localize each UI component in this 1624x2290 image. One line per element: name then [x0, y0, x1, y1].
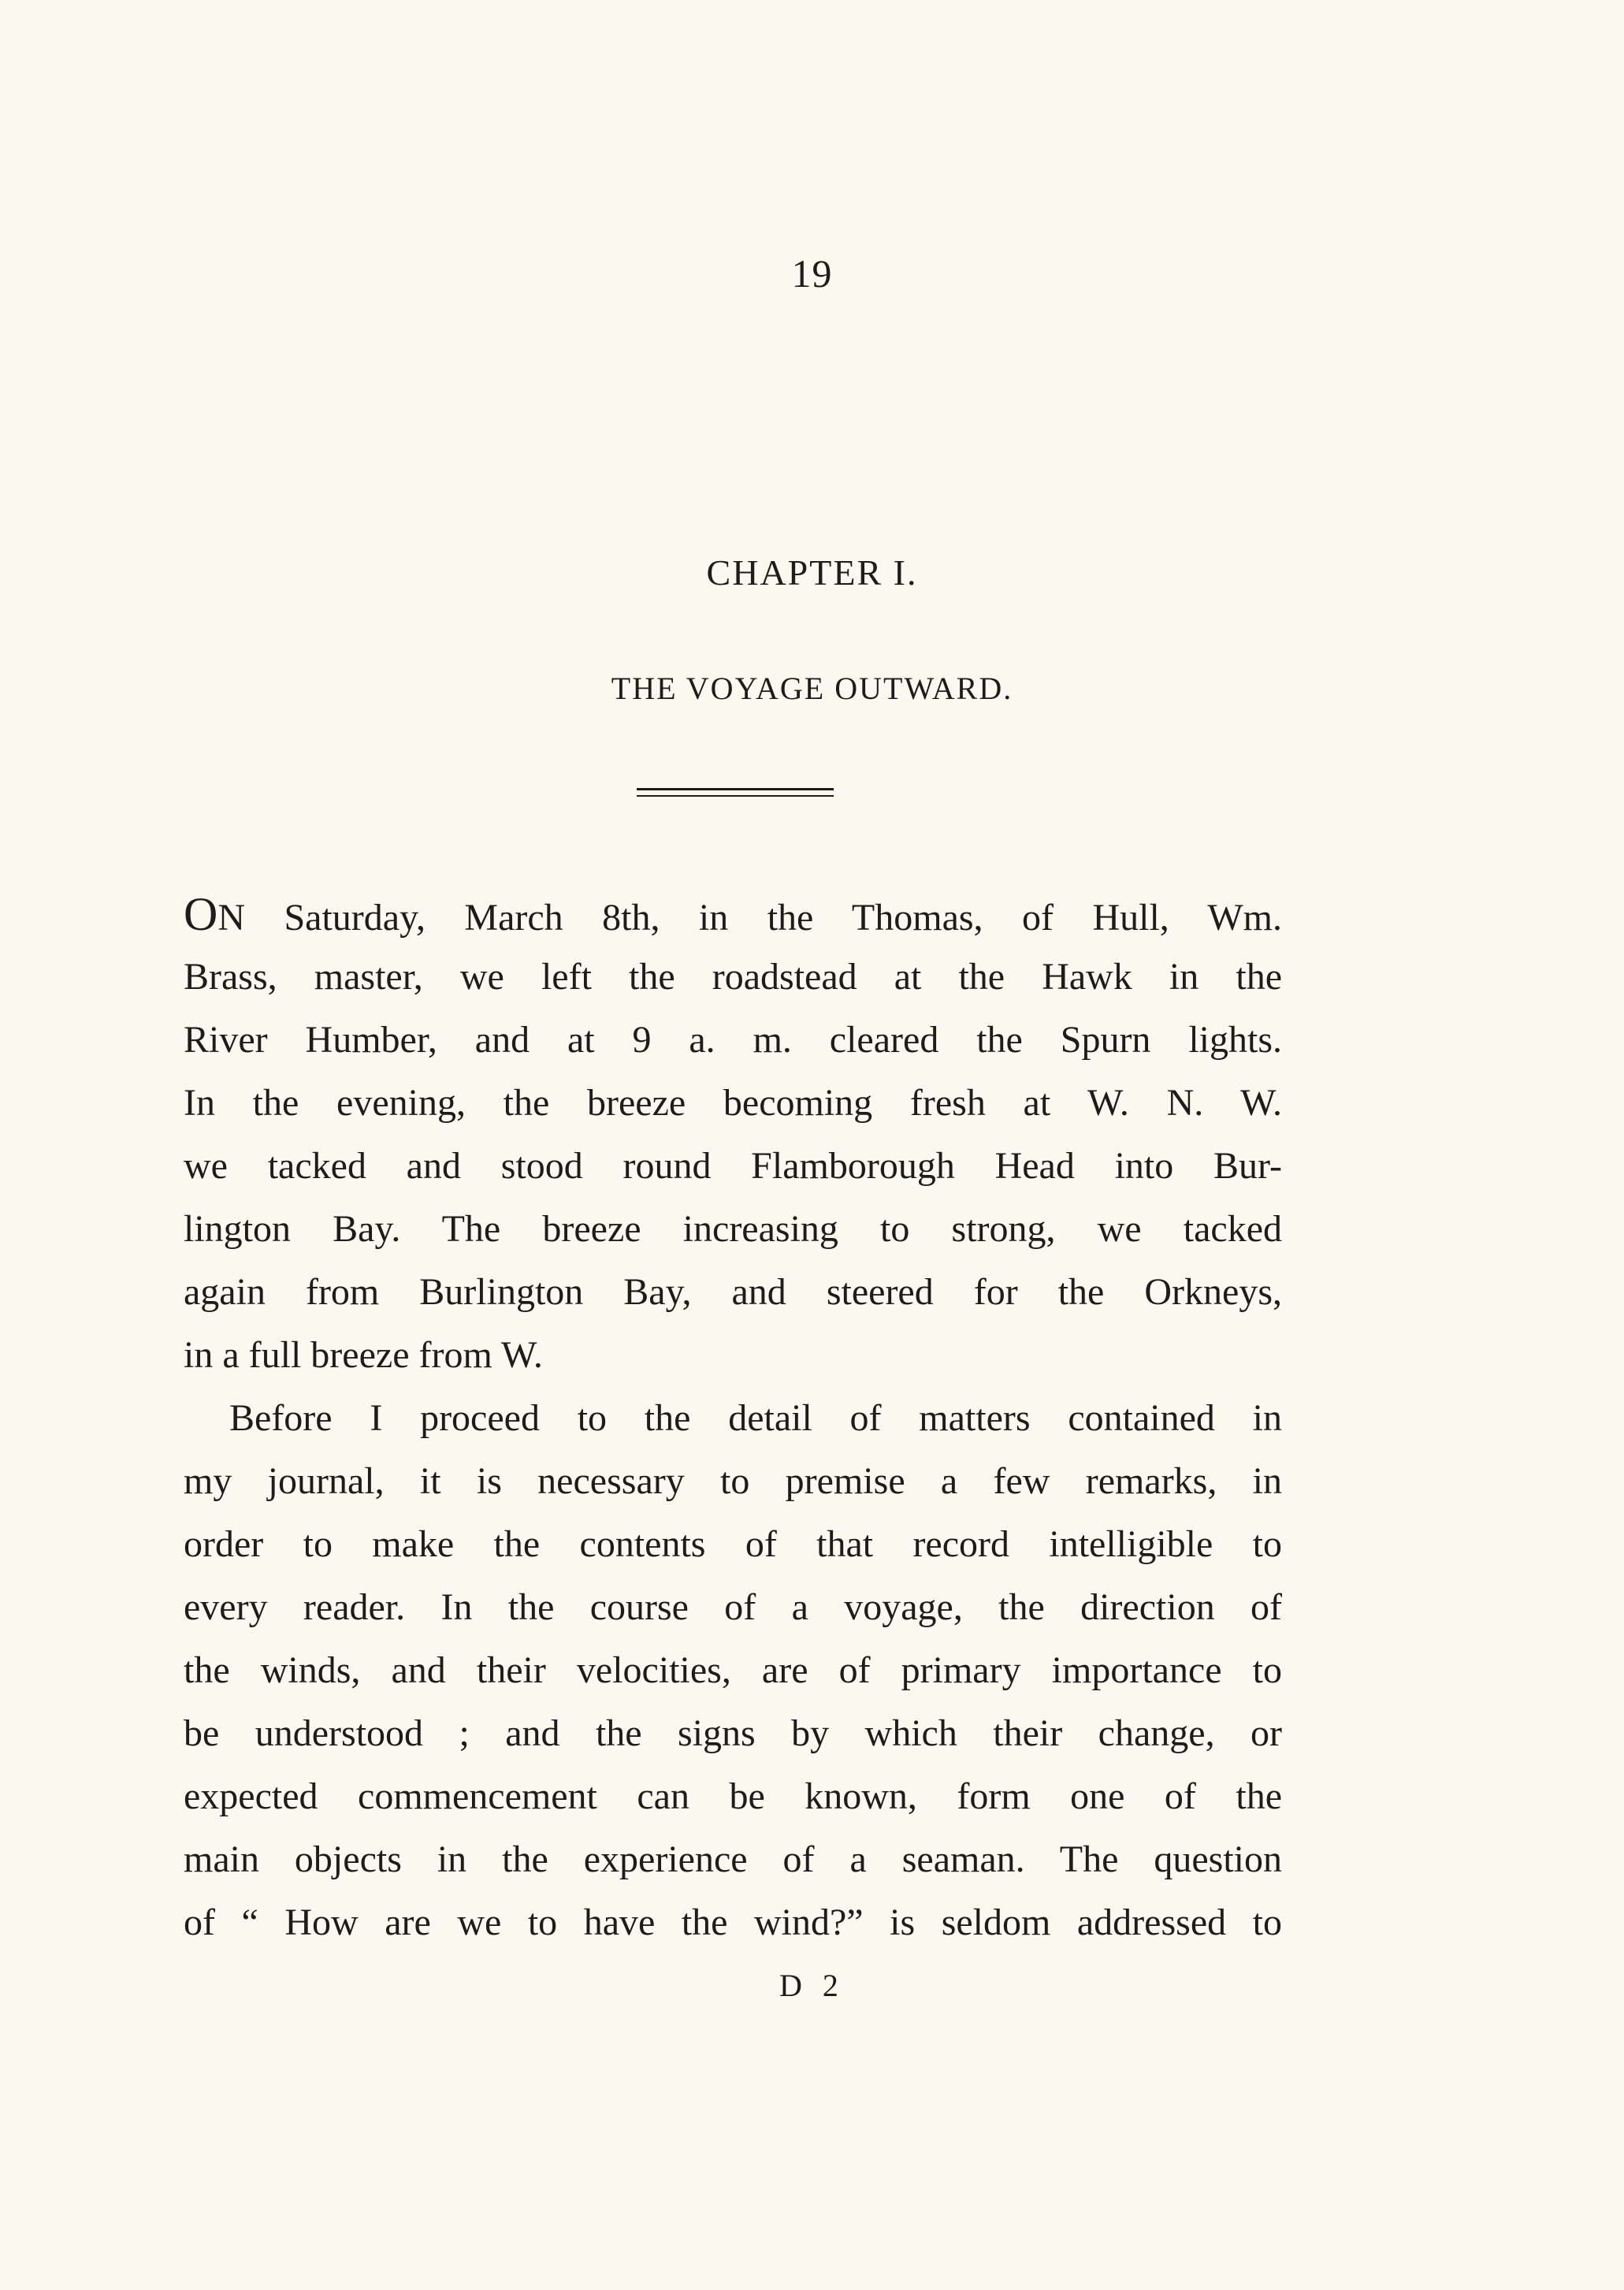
- ornamental-rule: [637, 788, 834, 799]
- text-line: lington Bay. The breeze increasing to strong, we tacked: [184, 1208, 1282, 1250]
- text-line-first: [184, 883, 1282, 946]
- text-line: every reader. In the course of a voyage, the direction of: [184, 1586, 1282, 1628]
- text-line: order to make the contents of that record intelligible to: [184, 1523, 1282, 1565]
- text-line-paragraph-end: in a full breeze from W.: [184, 1334, 543, 1376]
- chapter-title: CHAPTER I.: [706, 552, 918, 593]
- body-text: [184, 883, 1282, 1954]
- text-line-paragraph-start: Before I proceed to the detail of matters contained in: [229, 1397, 1282, 1439]
- chapter-heading: THE VOYAGE OUTWARD.: [611, 671, 1013, 706]
- text-line: again from Burlington Bay, and steered for the Orkneys,: [184, 1271, 1282, 1313]
- rule-line-top: [637, 788, 834, 790]
- page-number: 19: [791, 251, 833, 296]
- text-line: expected commencement can be known, form one of the: [184, 1775, 1282, 1817]
- text-line: of “ How are we to have the wind?” is seldom addressed to: [184, 1902, 1282, 1943]
- text-line: be understood ; and the signs by which their change, or: [184, 1712, 1282, 1754]
- text-line: main objects in the experience of a seaman. The question: [184, 1838, 1282, 1880]
- text-line: River Humber, and at 9 a. m. cleared the Spurn lights.: [184, 1019, 1282, 1061]
- text-line: we tacked and stood round Flamborough Head into Bur-: [184, 1145, 1282, 1187]
- rule-line-bottom: [637, 795, 834, 797]
- text-line: In the evening, the breeze becoming fresh at W. N. W.: [184, 1082, 1282, 1124]
- text-line: Brass, master, we left the roadstead at the Hawk in the: [184, 956, 1282, 998]
- signature-mark: D 2: [779, 1968, 845, 2003]
- text-line-first-rest: N Saturday, March 8th, in the Thomas, of Hull, Wm.: [217, 897, 1282, 939]
- drop-cap: O: [184, 888, 218, 940]
- text-line: my journal, it is necessary to premise a few remarks, in: [184, 1460, 1282, 1502]
- text-line: the winds, and their velocities, are of primary importance to: [184, 1649, 1282, 1691]
